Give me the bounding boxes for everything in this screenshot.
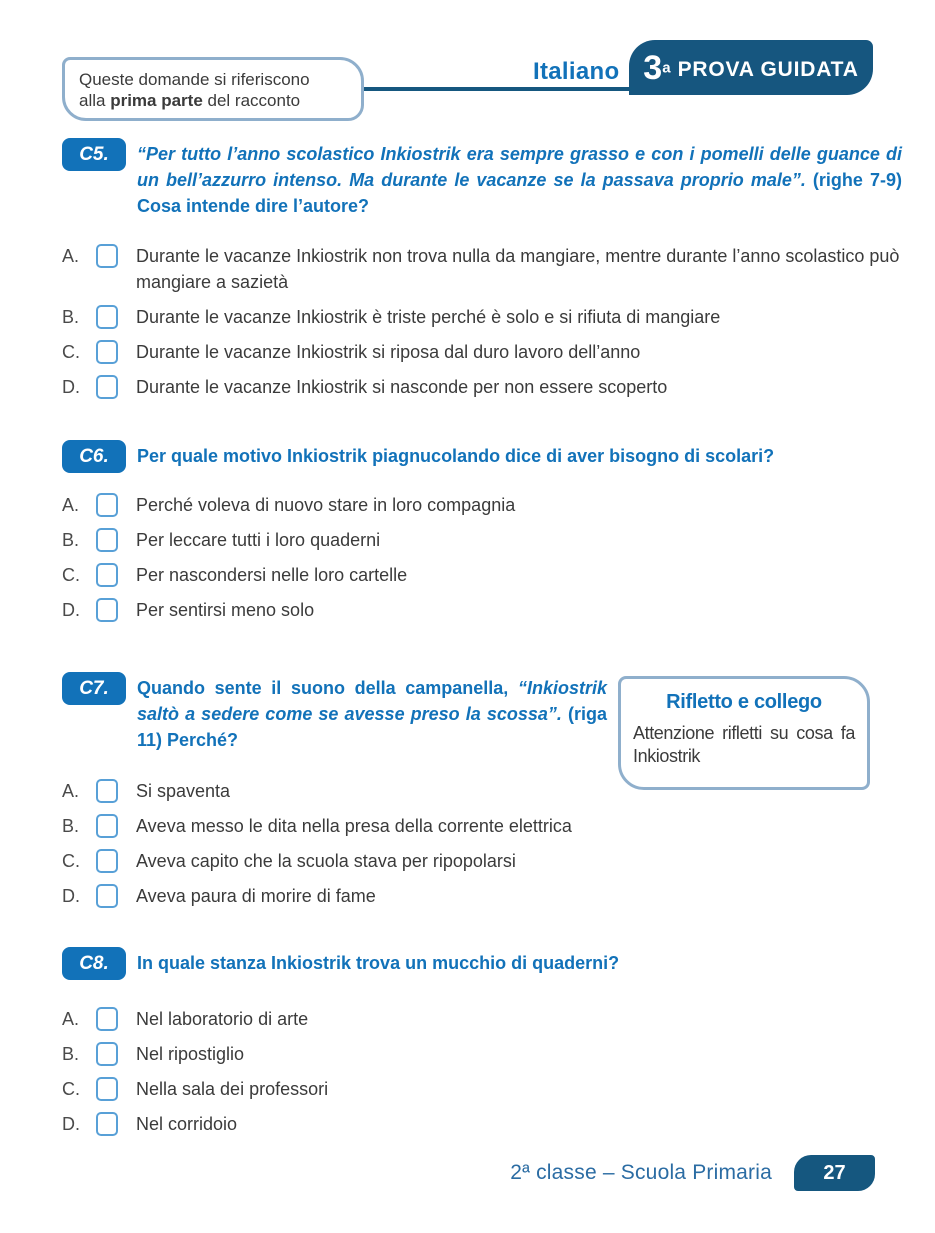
option-row — [62, 243, 902, 295]
answer-checkbox[interactable] — [96, 814, 118, 838]
question-c8-badge: C8. — [62, 947, 126, 980]
question-c5 — [62, 138, 902, 219]
option-text: Per nascondersi nelle loro cartelle — [136, 565, 408, 585]
answer-checkbox[interactable] — [96, 305, 118, 329]
option-text: Nel corridoio — [136, 1114, 238, 1134]
option-letter: A. — [62, 781, 80, 801]
option-letter: C. — [62, 851, 80, 871]
option-text: Perché voleva di nuovo stare in loro compagnia — [136, 495, 516, 515]
option-letter: D. — [62, 600, 80, 620]
option-text: Aveva messo le dita nella presa della corrente elettrica — [136, 816, 572, 836]
answer-checkbox[interactable] — [96, 884, 118, 908]
header-note-box — [62, 57, 364, 121]
prova-guidata-badge — [629, 40, 873, 95]
option-row — [62, 848, 902, 874]
option-row — [62, 1076, 902, 1102]
answer-checkbox[interactable] — [96, 1112, 118, 1136]
question-c7-badge: C7. — [62, 672, 126, 705]
option-letter: D. — [62, 377, 80, 397]
question-c6-text: Per quale motivo Inkiostrik piagnucolando dice di aver bisogno di scolari? — [137, 446, 775, 466]
question-c8-options — [62, 1006, 902, 1146]
option-row — [62, 527, 902, 553]
option-text: Durante le vacanze Inkiostrik non trova nulla da mangiare, mentre durante l’anno scolastico può mangiare a sazietà — [136, 246, 900, 292]
note-line2-pre: alla — [79, 91, 111, 110]
option-letter: D. — [62, 886, 80, 906]
option-text: Aveva capito che la scuola stava per ripopolarsi — [136, 851, 516, 871]
prova-number: 3$^a$ — [643, 48, 671, 87]
answer-checkbox[interactable] — [96, 563, 118, 587]
question-c8-text: In quale stanza Inkiostrik trova un mucchio di quaderni? — [137, 953, 620, 973]
note-line1: Queste domande si riferiscono — [79, 70, 310, 89]
header-connector-line — [355, 87, 635, 91]
answer-checkbox[interactable] — [96, 375, 118, 399]
option-row — [62, 339, 902, 365]
option-text: Nella sala dei professori — [136, 1079, 329, 1099]
option-row — [62, 813, 902, 839]
option-text: Nel ripostiglio — [136, 1044, 245, 1064]
answer-checkbox[interactable] — [96, 779, 118, 803]
aside-body: Attenzione rifletti su cosa fa Inkiostrik — [633, 723, 855, 766]
option-row — [62, 374, 902, 400]
answer-checkbox[interactable] — [96, 244, 118, 268]
footer-label: 2ª classe – Scuola Primaria — [510, 1161, 772, 1184]
option-letter: A. — [62, 495, 80, 515]
option-row — [62, 883, 902, 909]
option-text: Aveva paura di morire di fame — [136, 886, 376, 906]
option-row — [62, 492, 902, 518]
question-c6-badge: C6. — [62, 440, 126, 473]
question-c5-options — [62, 243, 902, 409]
option-text: Per leccare tutti i loro quaderni — [136, 530, 381, 550]
option-letter: B. — [62, 816, 80, 836]
option-letter: C. — [62, 342, 80, 362]
option-text: Durante le vacanze Inkiostrik si nasconde per non essere scoperto — [136, 377, 668, 397]
answer-checkbox[interactable] — [96, 493, 118, 517]
option-row — [62, 1111, 902, 1137]
answer-checkbox[interactable] — [96, 1042, 118, 1066]
subject-label: Italiano — [533, 58, 620, 85]
option-text: Si spaventa — [136, 781, 231, 801]
option-letter: B. — [62, 307, 80, 327]
question-c8 — [62, 947, 902, 980]
option-row — [62, 597, 902, 623]
option-letter: C. — [62, 1079, 80, 1099]
note-line2-post: del racconto — [202, 91, 301, 110]
question-c6 — [62, 440, 902, 473]
page-number-badge: 27 — [794, 1155, 875, 1191]
option-letter: D. — [62, 1114, 80, 1134]
option-letter: A. — [62, 246, 80, 266]
option-letter: B. — [62, 1044, 80, 1064]
option-text: Nel laboratorio di arte — [136, 1009, 309, 1029]
answer-checkbox[interactable] — [96, 849, 118, 873]
question-c7-options — [62, 778, 902, 918]
answer-checkbox[interactable] — [96, 340, 118, 364]
prova-label: PROVA GUIDATA — [677, 57, 859, 81]
option-row — [62, 1006, 902, 1032]
question-c5-text: “Per tutto l’anno scolastico Inkiostrik era sempre grasso e con i pomelli delle guance di un bell’azzurro intenso. Ma durante le vacanze se la passava proprio male”. (righe 7-9) Cosa intende dire l’autore? — [137, 144, 902, 216]
answer-checkbox[interactable] — [96, 598, 118, 622]
option-row — [62, 1041, 902, 1067]
note-line2-bold: prima parte — [110, 91, 203, 110]
option-text: Durante le vacanze Inkiostrik è triste perché è solo e si rifiuta di mangiare — [136, 307, 721, 327]
question-c7-text: Quando sente il suono della campanella, “Inkiostrik saltò a sedere come se avesse preso la scossa”. (riga 11) Perché? — [137, 678, 607, 750]
option-letter: C. — [62, 565, 80, 585]
option-text: Per sentirsi meno solo — [136, 600, 315, 620]
option-text: Durante le vacanze Inkiostrik si riposa dal duro lavoro dell’anno — [136, 342, 641, 362]
answer-checkbox[interactable] — [96, 1077, 118, 1101]
question-c5-badge: C5. — [62, 138, 126, 171]
option-letter: B. — [62, 530, 80, 550]
option-row — [62, 304, 902, 330]
option-row — [62, 562, 902, 588]
answer-checkbox[interactable] — [96, 1007, 118, 1031]
rifletto-e-collego-box — [618, 676, 870, 790]
answer-checkbox[interactable] — [96, 528, 118, 552]
aside-title: Rifletto e collego — [666, 691, 822, 713]
option-letter: A. — [62, 1009, 80, 1029]
question-c6-options — [62, 492, 902, 632]
